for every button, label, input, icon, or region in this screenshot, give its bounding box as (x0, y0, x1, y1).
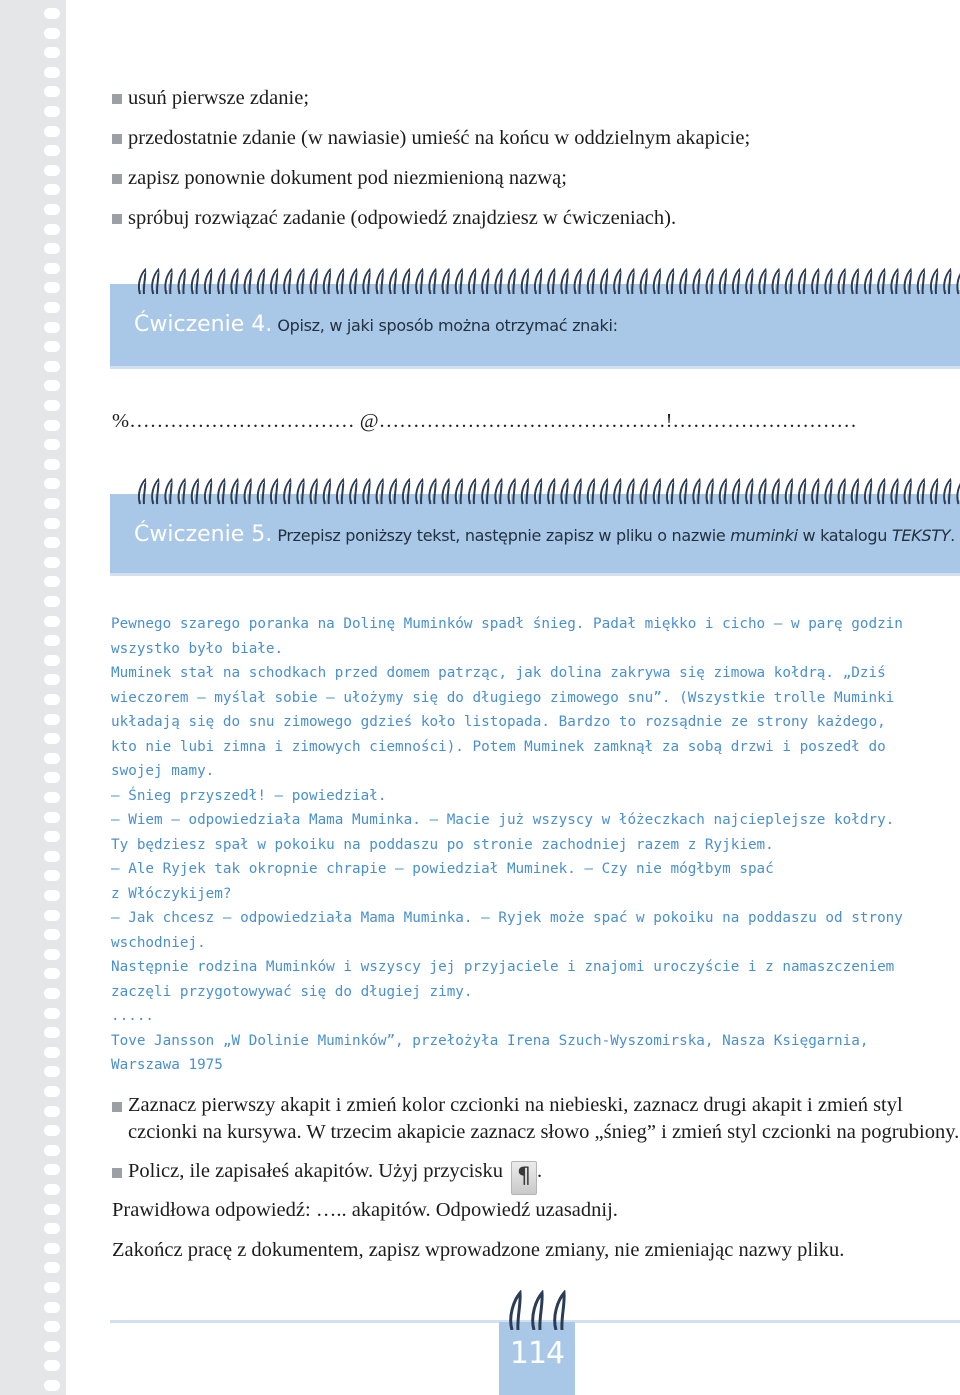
binding-hole (44, 851, 60, 862)
binding-hole (44, 106, 60, 117)
binding-hole (44, 282, 60, 293)
binding-hole (44, 1164, 60, 1175)
binding-hole (44, 263, 60, 274)
binding-hole (44, 1223, 60, 1234)
binding-hole (44, 910, 60, 921)
exercise-5-text: Przepisz poniższy tekst, następnie zapisz w pliku o nazwie muminki w katalogu TEKSTY. (277, 526, 955, 545)
list-item (112, 164, 932, 192)
binding-hole (44, 753, 60, 764)
binding-hole (44, 968, 60, 979)
symbols-line (112, 410, 857, 433)
binding-hole (44, 1047, 60, 1058)
binding-hole (44, 1204, 60, 1215)
exercise-5-label: Ćwiczenie 5. (134, 522, 273, 547)
binding-hole (44, 831, 60, 842)
list-item (112, 84, 932, 112)
spiral-binding (0, 0, 66, 1395)
binding-hole (44, 361, 60, 372)
binding-hole (44, 439, 60, 450)
task-item (112, 1158, 960, 1195)
binding-hole (44, 655, 60, 666)
binding-hole (44, 1086, 60, 1097)
text-line: kto nie lubi zimna i zimowych ciemności). Potem Muminek zamknął za sobą drzwi i poszedł do (111, 738, 886, 755)
bullet-square-icon (112, 174, 122, 184)
binding-hole (44, 596, 60, 607)
text-line: wszystko było białe. (111, 640, 284, 657)
answer-blank: …………………………………… (378, 410, 666, 432)
binding-hole (44, 929, 60, 940)
finish-instruction: Zakończ pracę z dokumentem, zapisz wprowadzone zmiany, nie zmieniając nazwy pliku. (112, 1239, 845, 1261)
at-symbol: @ (359, 410, 379, 432)
list-item-text: zapisz ponownie dokument pod niezmienioną nazwą; (128, 167, 567, 189)
percent-symbol: % (112, 410, 130, 432)
page-number-box (499, 1322, 575, 1395)
text-line: Pewnego szarego poranka na Dolinę Muminków spadł śnieg. Padał miękko i cicho – w parę godzin (111, 616, 903, 632)
binding-hole (44, 1321, 60, 1332)
binding-hole (44, 1184, 60, 1195)
binding-hole (44, 67, 60, 78)
spiral-ring (555, 1293, 564, 1330)
binding-hole (44, 1027, 60, 1038)
binding-hole (44, 1341, 60, 1352)
task-text: Policz, ile zapisałeś akapitów. Użyj przycisku ¶ . (112, 1158, 960, 1195)
binding-hole (44, 1380, 60, 1391)
list-item (112, 204, 932, 232)
binding-hole (44, 674, 60, 685)
text-line: – Wiem – odpowiedziała Mama Muminka. – Macie już wszyscy w łóżeczkach najcieplejsze kołdry. (111, 812, 895, 828)
pilcrow-icon: ¶ (511, 1161, 537, 1195)
binding-hole (44, 1125, 60, 1136)
binding-hole (44, 518, 60, 529)
binding-hole (44, 302, 60, 313)
binding-hole (44, 616, 60, 627)
text-line: zaczęli przygotowywać się do długiej zimy. (111, 983, 473, 1000)
binding-hole (44, 341, 60, 352)
binding-hole (44, 1008, 60, 1019)
binding-hole (44, 1302, 60, 1313)
exercise-4-header (110, 284, 960, 366)
file-name: muminki (730, 526, 798, 545)
binding-hole (44, 1106, 60, 1117)
exercise-4-title (134, 312, 618, 337)
exercise-4-label: Ćwiczenie 4. (134, 312, 273, 337)
list-item-text: przedostatnie zdanie (w nawiasie) umieść na końcu w oddzielnym akapicie; (128, 127, 751, 149)
binding-hole (44, 557, 60, 568)
binding-hole (44, 792, 60, 803)
task-item (112, 1092, 960, 1146)
text-line: wieczorem – myślał sobie – ułożymy się do długiego zimowego snu”. (Wszystkie trolle Muminki (111, 689, 895, 706)
binding-hole (44, 890, 60, 901)
answer-blank: ……………………… (672, 410, 857, 432)
text-line: Muminek stał na schodkach przed domem patrząc, jak dolina zakrywa się zimowa kołdrą. „Dziś (111, 665, 886, 681)
spiral-rings-icon (508, 1290, 572, 1330)
bullet-square-icon (112, 134, 122, 144)
spiral-ring (533, 1293, 542, 1330)
binding-hole (44, 635, 60, 646)
exercise-5-header (110, 494, 960, 576)
binding-hole (44, 145, 60, 156)
exercise-5-title (134, 522, 955, 547)
binding-hole (44, 733, 60, 744)
binding-hole (44, 1145, 60, 1156)
list-item-text: usuń pierwsze zdanie; (128, 87, 310, 109)
binding-hole (44, 86, 60, 97)
binding-hole (44, 478, 60, 489)
divider (110, 573, 960, 576)
binding-hole (44, 1360, 60, 1371)
binding-hole (44, 28, 60, 39)
instruction-list (112, 84, 932, 244)
folder-name: TEKSTY (891, 526, 951, 545)
bullet-square-icon (112, 94, 122, 104)
list-item (112, 124, 932, 152)
text-line: – Ale Ryjek tak okropnie chrapie – powiedział Muminek. – Czy nie mógłbym spać (111, 861, 774, 877)
exercise-4-text: Opisz, w jaki sposób można otrzymać znaki: (277, 316, 618, 335)
binding-hole (44, 322, 60, 333)
binding-hole (44, 576, 60, 587)
page-number: 114 (509, 1336, 565, 1371)
binding-hole (44, 988, 60, 999)
binding-hole (44, 459, 60, 470)
binding-hole (44, 1066, 60, 1077)
binding-hole (44, 204, 60, 215)
text-line: wschodniej. (111, 934, 206, 951)
exclamation-symbol: ! (665, 410, 673, 432)
binding-hole (44, 714, 60, 725)
exercise-text-block (111, 612, 956, 1078)
bullet-square-icon (112, 1168, 122, 1178)
binding-hole (44, 498, 60, 509)
binding-hole (44, 47, 60, 58)
binding-hole (44, 420, 60, 431)
text-line: Warszawa 1975 (111, 1057, 223, 1073)
text-line: – Śnieg przyszedł! – powiedział. (111, 787, 387, 804)
binding-hole (44, 8, 60, 19)
binding-hole (44, 126, 60, 137)
answer-blank: …………………………… (129, 410, 355, 432)
binding-hole (44, 1243, 60, 1254)
text-line: ..... (111, 1008, 155, 1024)
text-line: Tove Jansson „W Dolinie Muminków”, przełożyła Irena Szuch-Wyszomirska, Nasza Księgarnia, (111, 1032, 869, 1049)
binding-hole (44, 870, 60, 881)
divider (110, 366, 960, 369)
bullet-square-icon (112, 1102, 122, 1112)
bullet-square-icon (112, 214, 122, 224)
binding-hole (44, 400, 60, 411)
list-item-text: spróbuj rozwiązać zadanie (odpowiedź znajdziesz w ćwiczeniach). (128, 207, 677, 229)
binding-hole (44, 380, 60, 391)
spiral-rings-icon (138, 478, 960, 506)
answer-line: Prawidłowa odpowiedź: ….. akapitów. Odpowiedź uzasadnij. (112, 1199, 618, 1221)
binding-hole (44, 1282, 60, 1293)
binding-hole (44, 949, 60, 960)
task-text: Zaznacz pierwszy akapit i zmień kolor czcionki na niebieski, zaznacz drugi akapit i zmień styl czcionki na kursywa. W trzecim akapicie zaznacz słowo „śnieg” i zmień styl czcionki na pogrubiony. (128, 1094, 960, 1143)
text-line: Ty będziesz spał w pokoiku na poddaszu po stronie zachodniej razem z Ryjkiem. (111, 836, 774, 853)
text-line: Następnie rodzina Muminków i wszyscy jej przyjaciele i znajomi uroczyście i z namaszczeniem (111, 959, 895, 975)
binding-hole (44, 772, 60, 783)
text-line: układają się do snu zimowego gdzieś koło listopada. Bardzo to rozsądnie ze strony każdego, (111, 714, 886, 730)
binding-hole (44, 184, 60, 195)
spiral-ring (511, 1293, 520, 1330)
text-line: z Włóczykijem? (111, 885, 232, 902)
binding-hole (44, 537, 60, 548)
binding-hole (44, 165, 60, 176)
text-line: swojej mamy. (111, 763, 215, 779)
binding-hole (44, 224, 60, 235)
binding-hole (44, 694, 60, 705)
text-line: – Jak chcesz – odpowiedziała Mama Muminka. – Ryjek może spać w pokoiku na poddaszu od strony (111, 910, 903, 926)
binding-hole (44, 243, 60, 254)
binding-hole (44, 1262, 60, 1273)
spiral-rings-icon (138, 268, 960, 296)
binding-holes (44, 0, 66, 1395)
binding-hole (44, 812, 60, 823)
